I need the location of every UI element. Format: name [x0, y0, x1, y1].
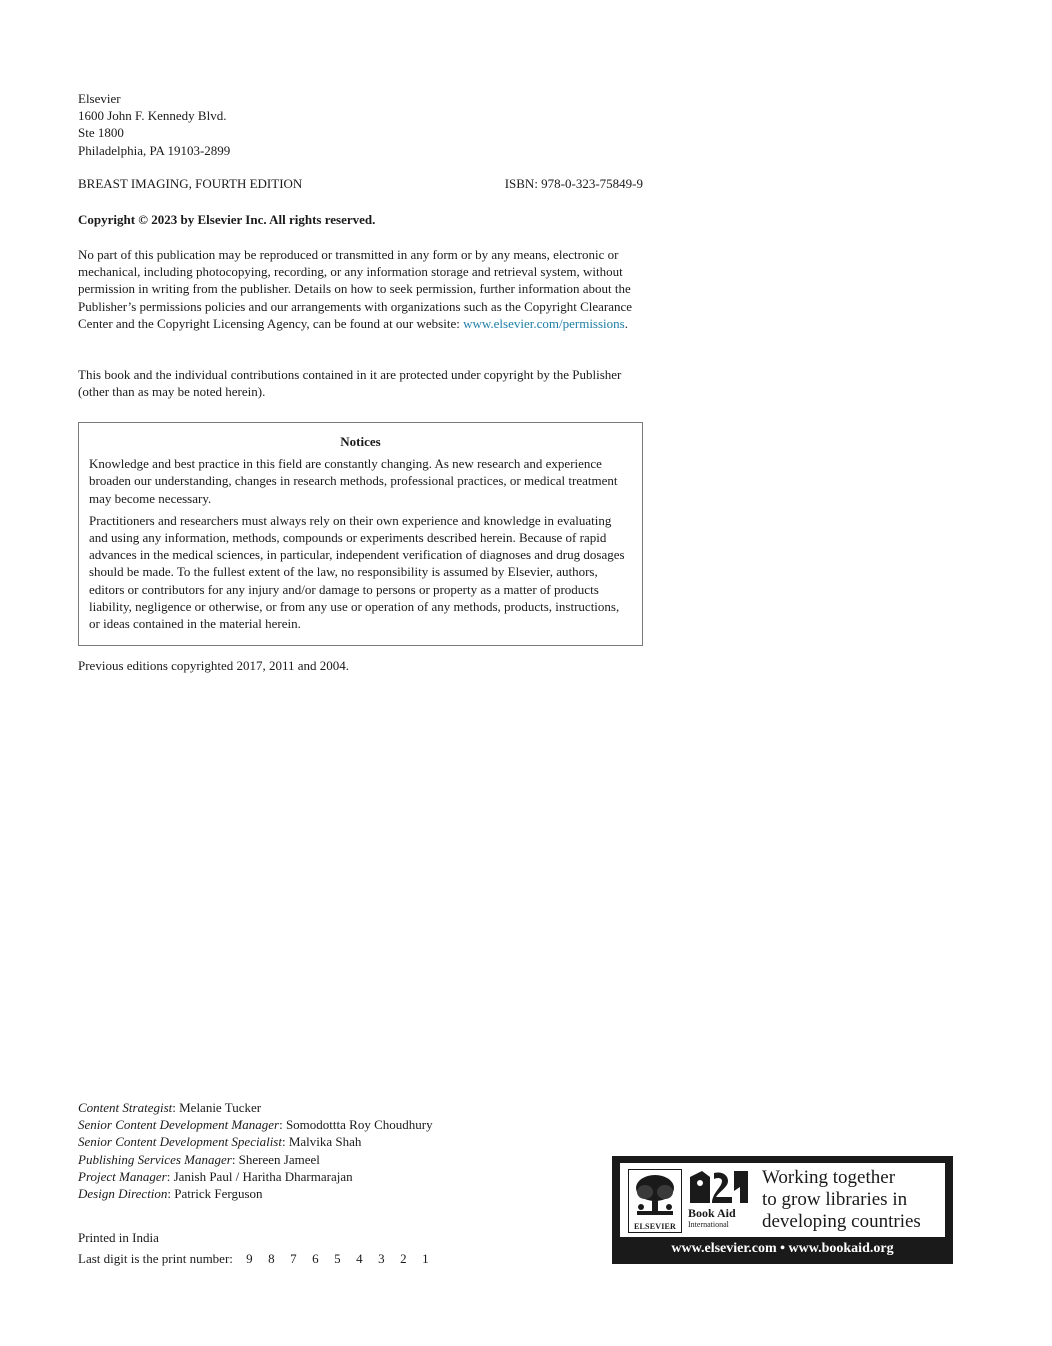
title-isbn-row	[78, 176, 643, 192]
book-title: BREAST IMAGING, FOURTH EDITION	[78, 176, 303, 191]
credit-name: : Malvika Shah	[281, 1134, 362, 1150]
banner-panel	[620, 1163, 945, 1237]
tagline-line: Working together	[762, 1167, 896, 1188]
credit-line	[78, 1168, 433, 1185]
credit-line	[78, 1133, 433, 1150]
tree-icon	[629, 1170, 681, 1220]
banner-urls: www.elsevier.com • www.bookaid.org	[671, 1241, 894, 1256]
permissions-text: No part of this publication may be reproduced or transmitted in any form or by any means, electronic or mechanical, including photocopying, recording, or any information storage and retrieval system, without permission in writing from the publisher. Details on how to seek permission, further information about the Publisher’s permissions policies and our arrangements with organizations such as the Copyright Clearance Center and the Copyright Licensing Agency, can be found at our website:	[78, 247, 633, 331]
notices-box	[78, 422, 643, 646]
credit-name: : Janish Paul / Haritha Dharmarajan	[166, 1168, 353, 1184]
credit-role: Senior Content Development Specialist	[78, 1134, 282, 1150]
print-digit: 2	[400, 1251, 407, 1266]
print-digit: 1	[422, 1251, 429, 1266]
isbn: ISBN: 978-0-323-75849-9	[504, 176, 643, 191]
permissions-paragraph	[78, 246, 643, 332]
permissions-end: .	[624, 315, 628, 331]
protection-paragraph: This book and the individual contributions contained in it are protected under copyright by the Publisher (other than as may be noted herein).	[78, 367, 622, 400]
notices-paragraph: Practitioners and researchers must always rely on their own experience and knowledge in evaluating and using any information, methods, compounds or experiments described herein. Because of rapid advances in the medical sciences, in particular, independent verification of diagnoses and drug dosages should be made. To the fullest extent of the law, no responsibility is assumed by Elsevier, authors, editors or contributors for any injury and/or damage to persons or property as a matter of products liability, negligence or otherwise, or from any use or operation of any methods, products, instructions, or ideas contained in the material herein.	[89, 512, 625, 632]
elsevier-tree-logo	[628, 1169, 682, 1233]
book-aid-logo	[688, 1169, 750, 1231]
publisher-address	[78, 90, 643, 159]
printed-in: Printed in India	[78, 1230, 159, 1245]
credit-line	[78, 1151, 433, 1168]
print-digit: 4	[356, 1251, 363, 1266]
credit-role: Design Direction	[78, 1186, 168, 1202]
credit-line	[78, 1099, 433, 1116]
print-digit: 7	[290, 1251, 297, 1266]
book-aid-international: International	[688, 1220, 729, 1229]
print-digits	[246, 1251, 444, 1266]
credit-role: Publishing Services Manager	[78, 1151, 232, 1167]
print-digit: 9	[246, 1251, 253, 1266]
elsevier-logo-word: ELSEVIER	[633, 1222, 677, 1231]
credit-role: Senior Content Development Manager	[78, 1117, 280, 1133]
credit-name: : Melanie Tucker	[172, 1100, 262, 1115]
book-aid-figure-icon	[688, 1169, 750, 1205]
print-number-label: Last digit is the print number:	[78, 1251, 233, 1266]
address-line: Elsevier	[78, 91, 121, 106]
address-line: Philadelphia, PA 19103-2899	[78, 142, 231, 158]
print-number-line	[78, 1251, 444, 1267]
credit-name: : Patrick Ferguson	[167, 1186, 263, 1202]
credit-name: : Somodottta Roy Choudhury	[279, 1117, 433, 1133]
credit-role: Project Manager	[78, 1168, 167, 1184]
credit-line	[78, 1185, 433, 1202]
print-digit: 6	[312, 1251, 319, 1266]
previous-editions: Previous editions copyrighted 2017, 2011 and 2004.	[78, 658, 350, 673]
notices-title: Notices	[340, 434, 381, 449]
print-digit: 8	[268, 1251, 275, 1266]
credit-name: : Shereen Jameel	[231, 1151, 320, 1167]
address-line: Ste 1800	[78, 125, 124, 141]
print-digit: 5	[334, 1251, 341, 1266]
banner-tagline	[762, 1167, 921, 1233]
tagline-line: to grow libraries in	[762, 1189, 908, 1210]
book-aid-word: Book Aid	[688, 1206, 736, 1220]
credit-role: Content Strategist	[78, 1100, 173, 1115]
credits-list	[78, 1099, 433, 1202]
copyright-statement: Copyright © 2023 by Elsevier Inc. All rights reserved.	[78, 212, 376, 227]
credit-line	[78, 1116, 433, 1133]
book-aid-banner	[612, 1156, 953, 1264]
print-digit: 3	[378, 1251, 385, 1266]
permissions-link[interactable]: www.elsevier.com/permissions	[463, 315, 625, 331]
address-line: 1600 John F. Kennedy Blvd.	[78, 108, 227, 124]
notices-paragraph: Knowledge and best practice in this field are constantly changing. As new research and experience broaden our understanding, changes in research methods, professional practices, or medical treatment may become necessary.	[89, 456, 618, 506]
tagline-line: developing countries	[762, 1211, 921, 1232]
